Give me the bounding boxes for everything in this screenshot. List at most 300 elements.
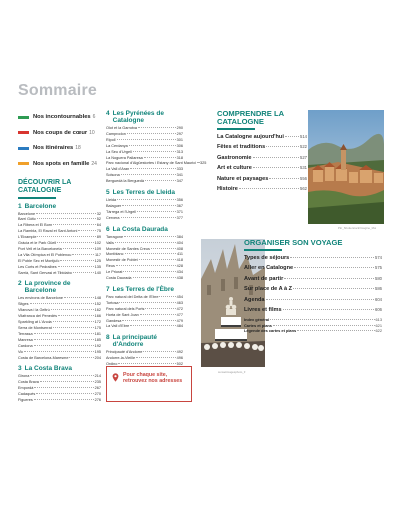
toc-entry-label: Sparkling at L'Anoia	[18, 320, 52, 325]
highlight-color-bar	[18, 147, 29, 150]
toc-entry-label: Sitges	[18, 302, 29, 307]
toc-leader-dots	[115, 242, 176, 243]
toc-entry-label: Cartes et plans	[244, 322, 272, 328]
highlight-entry	[18, 157, 101, 171]
toc-leader-dots	[122, 205, 175, 206]
toc-entry-label: Art et culture	[217, 165, 252, 172]
toc-entry-label: Sur place de A à Z	[244, 286, 293, 293]
toc-entry-label: Camprodon	[106, 131, 126, 136]
map-pin-icon	[112, 373, 119, 382]
toc-entry-label: La Ribera et El Born	[18, 223, 53, 228]
highlight-page: 24	[91, 160, 97, 167]
toc-entry-label: La Vall d'Ebre	[106, 324, 130, 329]
toc-entry-page: 434	[176, 270, 183, 275]
toc-entry-label: Les environs de Barcelone	[18, 296, 63, 301]
toc-entry-page: 522	[300, 144, 307, 150]
toc-entry-label: Horta de Sant Joan	[106, 312, 139, 317]
toc-entry-label: Manresa	[18, 337, 33, 342]
toc-entry-label: La Vall d'Aran	[106, 167, 130, 172]
toc-entry-page: 152	[94, 302, 101, 307]
toc-entry-page: 621	[375, 322, 382, 328]
toc-entry-label: Sarrià, Sant Gervasi et Tibidabo	[18, 270, 72, 275]
toc-leader-dots	[64, 297, 94, 298]
section-number: 8	[106, 334, 110, 342]
toc-leader-dots	[40, 381, 94, 382]
toc-entry-page: 586	[375, 286, 382, 292]
toc-entry-page: 109	[94, 246, 101, 251]
toc-leader-dots	[58, 315, 94, 316]
toc-leader-dots	[290, 257, 374, 258]
left-column	[18, 110, 101, 404]
toc-leader-dots	[130, 168, 175, 169]
toc-entry-page: 117	[94, 252, 101, 257]
toc-entry-page: 313	[176, 149, 183, 154]
section-name: Les Terres de Lleida	[112, 189, 176, 197]
toc-leader-dots	[151, 248, 176, 249]
toc-leader-dots	[197, 162, 199, 163]
toc-leader-dots	[36, 213, 96, 214]
toc-leader-dots	[58, 266, 94, 267]
toc-entry-page: 64	[96, 223, 101, 228]
section-name: La principauté d'Andorre	[112, 334, 158, 349]
toc-entry-label: Gràcia et le Park Güell	[18, 241, 57, 246]
toc-leader-dots	[60, 260, 93, 261]
section-name: Barcelone	[24, 202, 57, 210]
toc-leader-dots	[121, 174, 176, 175]
toc-entry-label: Fêtes et traditions	[217, 144, 266, 151]
toc-entry-page: 185	[94, 337, 101, 342]
toc-leader-dots	[266, 146, 299, 147]
comprendre-rule	[217, 128, 255, 130]
comprendre-list	[217, 134, 307, 192]
toc-entry-label: Cervera	[106, 215, 120, 220]
toc-entry-label: La Vila Olímpica et El Poblenou	[18, 252, 72, 257]
toc-leader-dots	[69, 357, 93, 358]
toc-entry-page: 192	[94, 343, 101, 348]
toc-entry	[18, 271, 101, 277]
highlight-color-bar	[18, 162, 29, 165]
toc-leader-dots	[30, 303, 94, 304]
toc-entry-label: Olot et la Garrotxa	[106, 126, 138, 130]
toc-entry-label: Parc natural dels Ports	[106, 306, 145, 311]
toc-entry	[244, 255, 382, 261]
toc-leader-dots	[123, 271, 175, 272]
organiser-small-list	[244, 317, 382, 333]
toc-entry	[217, 134, 307, 140]
toc-entry-page: 356	[176, 198, 183, 203]
toc-leader-dots	[139, 259, 176, 260]
toc-entry-label: Barcelone	[18, 211, 36, 216]
toc-entry	[244, 297, 382, 303]
toc-entry	[217, 144, 307, 150]
toc-entry	[244, 307, 382, 313]
toc-entry-page: 454	[176, 294, 183, 299]
toc-entry-label: Gastronomie	[217, 154, 252, 161]
toc-leader-dots	[125, 253, 176, 254]
toc-entry-label: Nature et paysages	[217, 175, 269, 182]
toc-entry-label: La Cerdanya	[106, 143, 128, 148]
toc-entry-page: 502	[176, 362, 183, 367]
toc-entry	[244, 328, 382, 333]
town-photo	[308, 110, 384, 224]
toc-leader-dots	[130, 325, 175, 326]
toc-entry-page: 306	[176, 143, 183, 148]
highlight-page: 6	[92, 114, 96, 120]
highlight-entry	[18, 110, 101, 124]
toc-entry-label: Costa Brava	[18, 380, 39, 385]
section-heading	[106, 226, 183, 233]
toc-entry-label: Vilafranca del Penedès	[18, 314, 57, 319]
photo-credit-bottom: sunsetimagesphoto_fr	[218, 370, 246, 374]
toc-entry-page: 484	[176, 324, 183, 329]
toc-entry-page: 562	[300, 186, 307, 192]
toc-leader-dots	[144, 157, 176, 158]
toc-leader-dots	[51, 309, 94, 310]
toc-entry-page: 604	[375, 296, 382, 302]
toc-entry-label: Monestir de Santes Creus	[106, 246, 150, 251]
toc-entry-page: 411	[176, 252, 183, 257]
toc-entry-page: 125	[94, 258, 101, 263]
toc-entry-page: 89	[96, 235, 101, 240]
toc-leader-dots	[34, 387, 93, 388]
toc-entry-label: Index général	[244, 317, 270, 323]
toc-entry-page: 267	[94, 386, 101, 391]
toc-entry-label: La Noguera Pallaresa	[106, 155, 143, 160]
section-heading	[18, 280, 101, 294]
highlight-page: 10	[89, 129, 95, 136]
toc-entry-page: 235	[94, 380, 101, 385]
section-name: La province de Barcelone	[24, 280, 71, 295]
toc-leader-dots	[266, 299, 374, 300]
section-number: 6	[106, 225, 110, 233]
toc-entry-page: 135	[94, 264, 101, 269]
toc-entry-label: Légende des cartes et plans	[244, 328, 297, 334]
organiser-rule	[244, 249, 282, 251]
toc-entry-label: Tortosa	[106, 300, 119, 305]
toc-entry-label: Vic	[18, 349, 24, 354]
toc-leader-dots	[270, 319, 374, 320]
toc-entry-page: 477	[176, 312, 183, 317]
toc-entry-page: 148	[94, 296, 101, 301]
toc-entry-page: 32	[96, 211, 101, 216]
toc-entry-page: 166	[94, 314, 101, 319]
toc-entry-page: 270	[94, 392, 101, 397]
toc-entry-label: Avant de partir	[244, 275, 284, 282]
page-title: Sommaire	[18, 82, 97, 99]
toc-entry-page: 301	[176, 137, 183, 142]
toc-leader-dots	[30, 375, 93, 376]
toc-entry-label: Port Vell et la Barceloneta	[18, 246, 62, 251]
toc-entry	[18, 398, 101, 404]
toc-entry-label: Reus	[106, 264, 115, 269]
toc-entry-label: Le Priorat	[106, 270, 123, 275]
toc-entry-label: Figueres	[18, 398, 33, 403]
toc-entry-page: 575	[375, 265, 382, 271]
highlight-entry	[18, 126, 101, 140]
toc-leader-dots	[36, 393, 93, 394]
toc-entry	[217, 186, 307, 192]
comprendre-title: COMPRENDRE LA CATALOGNE	[217, 109, 284, 126]
toc-entry-page: 613	[375, 317, 382, 323]
toc-entry-label: Serra de Montserrat	[18, 326, 52, 330]
section-number: 4	[106, 110, 110, 117]
toc-entry-label: Tarragone	[106, 234, 124, 239]
toc-entry-page: 527	[300, 154, 307, 160]
section-heading	[106, 189, 183, 196]
toc-entry	[106, 216, 183, 222]
toc-leader-dots	[57, 242, 93, 243]
toc-entry-page: 371	[176, 209, 183, 214]
toc-leader-dots	[124, 236, 176, 237]
highlight-page: 18	[75, 145, 81, 151]
town-photo-illustration	[308, 110, 384, 224]
toc-entry-label: Livres et films	[244, 307, 282, 314]
toc-entry-label: Gandesa	[106, 318, 122, 323]
middle-sections	[106, 110, 207, 374]
toc-entry-label: Costa Daurada	[106, 276, 132, 281]
decouvrir-title: DÉCOUVRIR LA CATALOGNE	[18, 178, 72, 194]
toc-entry-label: Histoire	[217, 186, 238, 193]
toc-leader-dots	[283, 309, 374, 310]
toc-entry-page: 172	[94, 320, 101, 325]
toc-entry-label: Ordino	[106, 362, 118, 367]
toc-entry-page: 418	[176, 258, 183, 263]
section-number: 1	[18, 202, 22, 210]
toc-leader-dots	[53, 327, 94, 328]
toc-entry-label: Cadaqués	[18, 392, 36, 397]
section-heading	[106, 286, 183, 293]
section-name: La Costa Brava	[24, 365, 72, 373]
toc-leader-dots	[34, 399, 94, 400]
toc-entry-page: 204	[94, 355, 101, 360]
highlight-label: Nos itinéraires	[33, 145, 74, 151]
toc-leader-dots	[37, 218, 96, 219]
toc-entry	[217, 165, 307, 171]
toc-leader-dots	[273, 325, 375, 326]
toc-entry-page: 408	[176, 246, 183, 251]
toc-leader-dots	[117, 199, 176, 200]
toc-entry-page: 492	[176, 350, 183, 355]
toc-entry-label: Barri Gòtic	[18, 217, 36, 222]
toc-entry-label: Parc natural del Delta de l'Ebre	[106, 294, 159, 299]
toc-leader-dots	[159, 296, 175, 297]
toc-entry-label: Montblanc	[106, 252, 124, 257]
section-name: La Costa Daurada	[112, 225, 168, 233]
toc-leader-dots	[53, 321, 94, 322]
toc-entry-page: 195	[94, 349, 101, 354]
section-heading	[18, 203, 101, 210]
toc-leader-dots	[133, 277, 176, 278]
toc-leader-dots	[34, 333, 94, 334]
toc-entry-page: 102	[94, 241, 101, 246]
section-name: Les Terres de l'Èbre	[112, 285, 175, 293]
toc-leader-dots	[253, 157, 299, 158]
toc-entry-page: 75	[96, 229, 101, 234]
section-name: Les Pyrénées de Catalogne	[112, 110, 164, 124]
section-heading	[106, 110, 183, 124]
toc-leader-dots	[239, 188, 299, 189]
organiser-block	[244, 239, 382, 334]
toc-entry-page: 496	[176, 356, 183, 361]
toc-leader-dots	[116, 265, 176, 266]
toc-leader-dots	[253, 167, 299, 168]
toc-leader-dots	[24, 351, 93, 352]
highlight-entry	[18, 141, 101, 155]
toc-entry-page: 341	[176, 173, 183, 178]
toc-leader-dots	[127, 133, 176, 134]
toc-leader-dots	[145, 308, 175, 309]
toc-entry-label: Principauté d'Andorre	[106, 350, 143, 355]
toc-leader-dots	[122, 320, 175, 321]
toc-entry-page: 574	[375, 255, 382, 260]
toc-entry-page: 140	[94, 270, 101, 275]
toc-entry	[244, 276, 382, 282]
toc-leader-dots	[117, 139, 176, 140]
toc-entry-page: 290	[176, 126, 183, 130]
organiser-title: ORGANISER SON VOYAGE	[244, 238, 343, 247]
toc-leader-dots	[133, 151, 176, 152]
toc-leader-dots	[140, 314, 176, 315]
toc-entry-label: La Seu d'Urgell	[106, 149, 132, 154]
toc-entry	[106, 276, 183, 282]
toc-entry-page: 318	[176, 155, 183, 160]
toc-leader-dots	[34, 339, 94, 340]
toc-entry-label: L'Eixample	[18, 235, 37, 240]
comprendre-block	[217, 110, 307, 196]
toc-leader-dots	[63, 248, 94, 249]
toc-leader-dots	[121, 217, 176, 218]
toc-entry-label: Solsona	[106, 173, 120, 178]
section-heading	[106, 334, 183, 348]
toc-entry-page: 377	[176, 215, 183, 220]
highlight-color-bar	[18, 131, 29, 134]
section-number: 7	[106, 285, 110, 293]
toc-entry-page: 463	[176, 300, 183, 305]
toc-leader-dots	[138, 127, 176, 128]
highlight-label: Nos coups de cœur	[33, 129, 88, 136]
toc-entry-page: 276	[94, 398, 101, 403]
section-heading	[18, 365, 101, 372]
highlight-color-bar	[18, 116, 29, 119]
toc-entry-page: 479	[176, 318, 183, 323]
toc-leader-dots	[137, 211, 176, 212]
toc-leader-dots	[284, 278, 374, 279]
toc-leader-dots	[129, 145, 176, 146]
toc-entry-label: Andorre-la-Vieille	[106, 356, 136, 361]
toc-entry-page: 428	[176, 264, 183, 269]
toc-entry-page: 181	[94, 331, 101, 336]
toc-leader-dots	[118, 363, 175, 364]
toc-entry-label: Ripoll	[106, 137, 116, 142]
toc-entry-label: Berguedà la Berguedà	[106, 179, 144, 184]
toc-entry-label: El Poble Sec et Montjuïc	[18, 258, 60, 263]
toc-entry	[106, 179, 183, 185]
toc-leader-dots	[37, 236, 95, 237]
toc-entry	[244, 286, 382, 292]
toc-entry-page: 367	[176, 203, 183, 208]
toc-entry-page: 347	[176, 179, 183, 184]
toc-entry-page: 622	[375, 328, 382, 334]
toc-entry-page: 531	[300, 165, 307, 171]
toc-entry-label: Les Corts et Pedralbes	[18, 264, 57, 269]
toc-entry-label: Valls	[106, 240, 114, 245]
toc-entry-label: Lleida	[106, 198, 117, 203]
toc-entry-label: Terrassa	[18, 331, 33, 336]
toc-leader-dots	[294, 267, 374, 268]
toc-entry-page: 556	[300, 175, 307, 181]
toc-leader-dots	[119, 302, 175, 303]
toc-leader-dots	[145, 180, 176, 181]
toc-entry-page: 514	[300, 134, 307, 139]
organiser-list	[244, 255, 382, 313]
highlights-list	[18, 110, 101, 171]
toc-entry-label: Empordà	[18, 386, 34, 391]
toc-entry	[18, 356, 101, 362]
toc-leader-dots	[53, 224, 96, 225]
toc-entry	[106, 324, 183, 330]
toc-entry-label: Aller en Catalogne	[244, 265, 294, 272]
toc-entry-page: 580	[375, 275, 382, 281]
toc-entry-page: 472	[176, 306, 183, 311]
toc-entry-label: Parc nacional d'Aigüestortes i Estany de Sant Maurici	[106, 161, 196, 166]
toc-entry	[244, 265, 382, 271]
toc-entry-page: 325	[200, 161, 207, 166]
toc-entry-label: Girona	[18, 374, 30, 379]
decouvrir-rule	[18, 197, 56, 199]
toc-entry-page: 438	[176, 276, 183, 281]
toc-entry-label: Vilanova i la Geltrú	[18, 308, 50, 313]
toc-entry	[217, 176, 307, 182]
decouvrir-block	[18, 179, 101, 404]
callout-box	[106, 366, 192, 402]
toc-leader-dots	[269, 178, 299, 179]
toc-entry-page: 214	[94, 374, 101, 379]
toc-entry-label: Agenda	[244, 296, 265, 303]
toc-entry-page: 384	[176, 234, 183, 239]
toc-entry-page: 297	[176, 131, 183, 136]
toc-entry-page: 52	[96, 217, 101, 222]
toc-leader-dots	[73, 272, 94, 273]
toc-leader-dots	[285, 136, 299, 137]
highlight-label: Nos incontournables	[33, 114, 91, 120]
toc-entry	[217, 155, 307, 161]
toc-entry-label: Balaguer	[106, 203, 122, 208]
decouvrir-sections	[18, 203, 101, 404]
toc-leader-dots	[297, 330, 374, 331]
toc-entry-label: La Catalogne aujourd'hui	[217, 134, 284, 140]
toc-leader-dots	[143, 351, 175, 352]
toc-leader-dots	[293, 288, 374, 289]
toc-leader-dots	[136, 357, 176, 358]
middle-column	[106, 110, 207, 374]
toc-entry-page: 404	[176, 240, 183, 245]
section-number: 3	[18, 365, 22, 373]
photo-credit-top: Pkr_Shutterstock/Imagine_Moi	[338, 226, 377, 230]
toc-entry-label: Monestir de Poblet	[106, 258, 138, 263]
toc-entry-label: Types de séjours	[244, 255, 290, 261]
toc-entry-page: 162	[94, 308, 101, 313]
toc-entry-page: 175	[94, 326, 101, 330]
toc-entry-label: Cardona	[18, 343, 33, 348]
toc-entry-label: Tàrrega et l'Urgell	[106, 209, 137, 214]
highlight-label: Nos spots en famille	[33, 160, 90, 167]
section-number: 5	[106, 189, 110, 197]
toc-entry-label: Costa de Barcelona-Maresme	[18, 355, 69, 360]
toc-entry-page: 606	[375, 307, 382, 313]
toc-leader-dots	[34, 345, 94, 346]
callout-text: Pour chaque site, retrouvez nos adresses	[123, 372, 183, 385]
section-number: 2	[18, 280, 22, 288]
